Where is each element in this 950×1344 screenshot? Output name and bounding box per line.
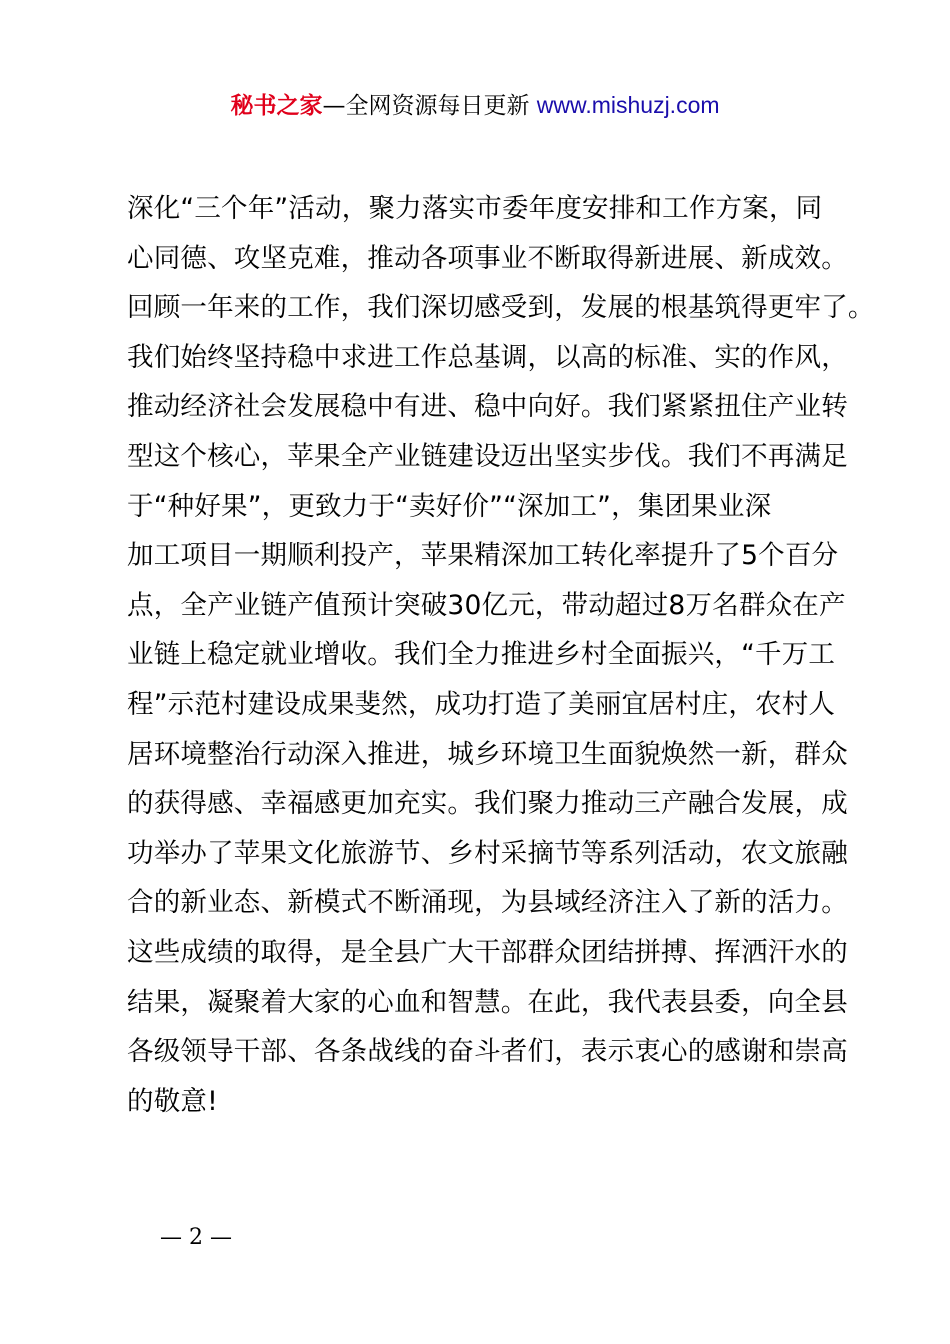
body-line: 业链上稳定就业增收。我们全力推进乡村全面振兴，“千万工 <box>127 639 836 671</box>
body-line: 型这个核心，苹果全产业链建设迈出坚实步伐。我们不再满足 <box>127 440 848 472</box>
body-line: 程”示范村建设成果斐然，成功打造了美丽宜居村庄，农村人 <box>127 688 836 720</box>
body-line: 深化“三个年”活动，聚力落实市委年度安排和工作方案，同 <box>127 193 823 224</box>
body-line: 点，全产业链产值预计突破30亿元，带动超过8万名群众在产 <box>127 589 846 621</box>
body-line: 居环境整治行动深入推进，城乡环境卫生面貌焕然一新，群众 <box>127 738 848 770</box>
body-line: 推动经济社会发展稳中有进、稳中向好。我们紧紧扭住产业转 <box>127 391 848 423</box>
body-line: 于“种好果”，更致力于“卖好价”“深加工”，集团果业深 <box>127 490 772 522</box>
body-line: 的获得感、幸福感更加充实。我们聚力推动三产融合发展，成 <box>127 788 848 820</box>
body-line: 功举办了苹果文化旅游节、乡村采摘节等系列活动，农文旅融 <box>127 837 848 869</box>
body-line: 加工项目一期顺利投产，苹果精深加工转化率提升了5个百分 <box>127 540 839 572</box>
brand-name: 秘书之家 <box>230 93 323 119</box>
body-line: 这些成绩的取得，是全县广大干部群众团结拼搏、挥洒汗水的 <box>127 936 848 968</box>
body-line: 各级领导干部、各条战线的奋斗者们，表示衷心的感谢和崇高 <box>127 1036 848 1068</box>
header-slogan: —全网资源每日更新 <box>322 93 537 119</box>
body-line: 回顾一年来的工作，我们深切感受到，发展的根基筑得更牢了。 <box>127 292 875 324</box>
site-header <box>0 88 950 123</box>
page-number: — 2 — <box>160 1225 232 1250</box>
body-line: 心同德、攻坚克难，推动各项事业不断取得新进展、新成效。 <box>127 242 848 274</box>
body-line: 合的新业态、新模式不断涌现，为县域经济注入了新的活力。 <box>127 887 848 919</box>
body-line: 我们始终坚持稳中求进工作总基调，以高的标准、实的作风， <box>127 341 848 373</box>
document-body <box>127 184 875 1126</box>
body-line: 的敬意! <box>127 1085 218 1117</box>
site-url-link[interactable]: www.mishuzj.com <box>536 92 720 118</box>
body-line: 结果，凝聚着大家的心血和智慧。在此，我代表县委，向全县 <box>127 986 848 1018</box>
